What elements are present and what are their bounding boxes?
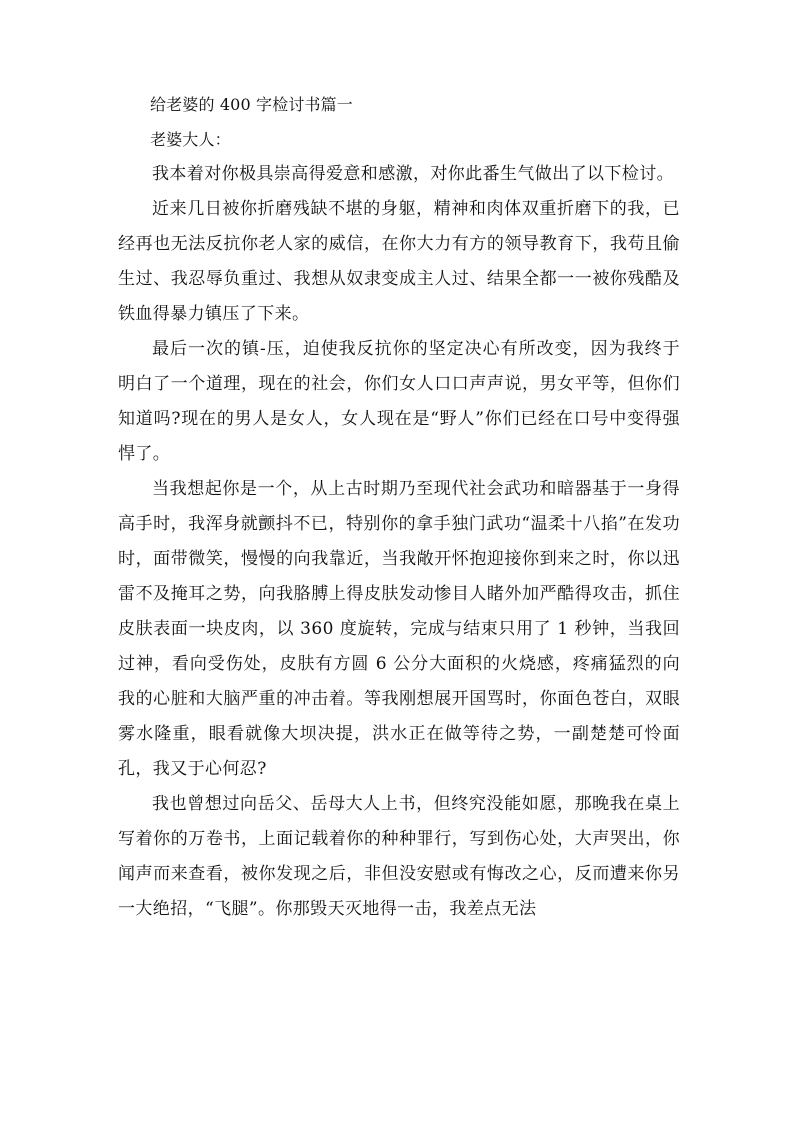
document-title: 给老婆的 400 字检讨书篇一: [150, 95, 353, 114]
paragraph-4: 当我想起你是一个，从上古时期乃至现代社会武功和暗器基于一身得高手时，我浑身就颤抖不已，特别你的拿手独门武功“温柔十八掐”在发功时，面带微笑，慢慢的向我靠近，当我敞开怀抱迎接你到来之时，你以迅雷不及掩耳之势，向我胳膊上得皮肤发动惨目人睹外加严酷得攻击，抓住皮肤表面一块皮肉，以 360 度旋转，完成与结束只用了 1 秒钟，当我回过神，看向受伤处，皮肤有方圆 6 公分大面积的火烧感，疼痛猛烈的向我的心脏和大脑严重的冲击着。等我刚想展开国骂时，你面色苍白，双眼雾水隆重，眼看就像大坝决提，洪水正在做等待之势，一副楚楚可怜面孔，我又于心何忍?: [118, 479, 680, 779]
paragraph-5: 我也曾想过向岳父、岳母大人上书，但终究没能如愿，那晚我在桌上写着你的万卷书，上面记载着你的种种罪行，写到伤心处，大声哭出，你闻声而来查看，被你发现之后，非但没安慰或有悔改之心，反而遭来你另一大绝招，“飞腿”。你那毁天灭地得一击，我差点无法: [118, 794, 680, 919]
paragraph-1: 我本着对你极具崇高得爱意和感激，对你此番生气做出了以下检讨。: [152, 164, 674, 184]
paragraph-2: 近来几日被你折磨残缺不堪的身躯，精神和肉体双重折磨下的我，已经再也无法反抗你老人家的威信，在你大力有方的领导教育下，我苟且偷生过、我忍辱负重过、我想从奴隶变成主人过、结果全都一一被你残酷及铁血得暴力镇压了下来。: [118, 199, 680, 324]
paragraph-3: 最后一次的镇-压，迫使我反抗你的坚定决心有所改变，因为我终于明白了一个道理，现在的社会，你们女人口口声声说，男女平等，但你们知道吗?现在的男人是女人，女人现在是“野人”你们已经在口号中变得强悍了。: [118, 339, 680, 464]
salutation: 老婆大人：: [150, 129, 231, 149]
document-body: [118, 88, 680, 927]
